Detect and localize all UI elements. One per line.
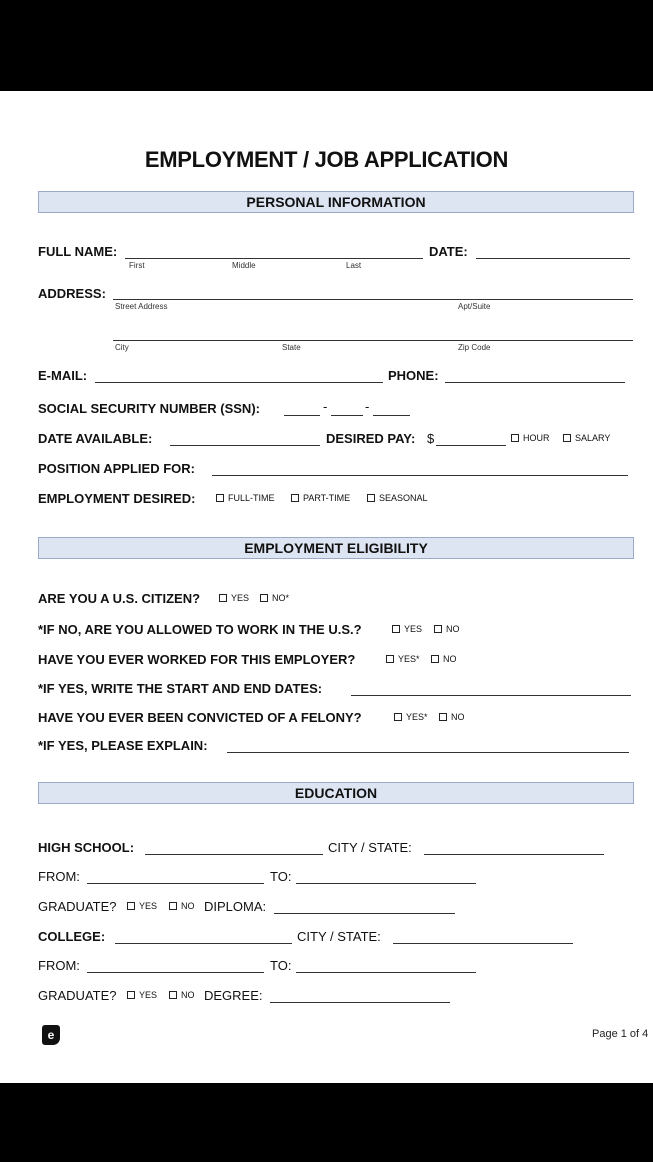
hs-graduate-label: GRADUATE? xyxy=(38,899,117,914)
checkbox-square xyxy=(216,494,224,502)
application-page xyxy=(0,91,653,1083)
no-text: NO xyxy=(181,901,195,911)
ssn-dash-2: - xyxy=(365,399,370,414)
ssn-label: SOCIAL SECURITY NUMBER (SSN): xyxy=(38,401,260,416)
college-from-label: FROM: xyxy=(38,958,80,973)
hour-checkbox[interactable] xyxy=(511,433,550,443)
desired-pay-label: DESIRED PAY: xyxy=(326,431,416,446)
checkbox-square xyxy=(394,713,402,721)
allowed-yes-checkbox[interactable] xyxy=(392,624,422,634)
degree-label: DEGREE: xyxy=(204,988,263,1003)
allowed-no-checkbox[interactable] xyxy=(434,624,460,634)
checkbox-square xyxy=(127,991,135,999)
zip-caption: Zip Code xyxy=(458,343,491,352)
position-field[interactable] xyxy=(212,475,628,476)
college-city-state-field[interactable] xyxy=(393,943,573,944)
salary-text: SALARY xyxy=(575,433,611,443)
worked-yes-checkbox[interactable] xyxy=(386,654,420,664)
checkbox-square xyxy=(439,713,447,721)
section-header-personal: PERSONAL INFORMATION xyxy=(38,191,634,213)
felony-no-checkbox[interactable] xyxy=(439,712,465,722)
college-graduate-yes-checkbox[interactable] xyxy=(127,990,157,1000)
worked-no-checkbox[interactable] xyxy=(431,654,457,664)
date-label: DATE: xyxy=(429,244,468,259)
page-number: Page 1 of 4 xyxy=(592,1028,649,1040)
yes-text: YES xyxy=(139,901,158,911)
diploma-label: DIPLOMA: xyxy=(204,899,267,914)
seasonal-checkbox[interactable] xyxy=(367,493,428,503)
no-text: NO* xyxy=(272,593,290,603)
checkbox-square xyxy=(431,655,439,663)
no-text: NO xyxy=(443,654,457,664)
full-name-field[interactable] xyxy=(125,258,423,259)
eforms-logo-icon: e xyxy=(42,1025,60,1045)
apt-caption: Apt/Suite xyxy=(458,302,491,311)
checkbox-square xyxy=(169,902,177,910)
hs-to-label: TO: xyxy=(270,869,292,884)
street-address-field[interactable] xyxy=(113,299,633,300)
checkbox-square xyxy=(392,625,400,633)
no-text: NO xyxy=(451,712,465,722)
college-field[interactable] xyxy=(115,943,292,944)
employment-desired-label: EMPLOYMENT DESIRED: xyxy=(38,491,196,506)
middle-caption: Middle xyxy=(232,261,256,270)
checkbox-square xyxy=(434,625,442,633)
desired-pay-field[interactable] xyxy=(436,445,506,446)
phone-field[interactable] xyxy=(445,382,625,383)
ssn-dash-1: - xyxy=(323,399,328,414)
state-caption: State xyxy=(282,343,301,352)
full-time-checkbox[interactable] xyxy=(216,493,275,503)
college-to-label: TO: xyxy=(270,958,292,973)
hs-from-label: FROM: xyxy=(38,869,80,884)
section-header-eligibility: EMPLOYMENT ELIGIBILITY xyxy=(38,537,634,559)
citizen-yes-checkbox[interactable] xyxy=(219,593,249,603)
dollar-sign: $ xyxy=(427,431,435,446)
full-name-label: FULL NAME: xyxy=(38,244,118,259)
street-caption: Street Address xyxy=(115,302,168,311)
explain-label: *IF YES, PLEASE EXPLAIN: xyxy=(38,738,208,753)
no-text: NO xyxy=(446,624,460,634)
checkbox-square xyxy=(127,902,135,910)
first-caption: First xyxy=(129,261,145,270)
checkbox-square xyxy=(219,594,227,602)
felony-question: HAVE YOU EVER BEEN CONVICTED OF A FELONY? xyxy=(38,710,362,725)
college-label: COLLEGE: xyxy=(38,929,106,944)
college-city-state-label: CITY / STATE: xyxy=(297,929,381,944)
city-caption: City xyxy=(115,343,129,352)
degree-field[interactable] xyxy=(270,1002,450,1003)
yes-text: YES xyxy=(404,624,423,634)
felony-yes-checkbox[interactable] xyxy=(394,712,428,722)
hs-city-state-field[interactable] xyxy=(424,854,604,855)
position-label: POSITION APPLIED FOR: xyxy=(38,461,195,476)
hs-from-field[interactable] xyxy=(87,883,264,884)
checkbox-square xyxy=(291,494,299,502)
section-header-education: EDUCATION xyxy=(38,782,634,804)
explain-field[interactable] xyxy=(227,752,629,753)
part-time-checkbox[interactable] xyxy=(291,493,350,503)
checkbox-square xyxy=(367,494,375,502)
salary-checkbox[interactable] xyxy=(563,433,610,443)
ssn-field-3[interactable] xyxy=(373,415,410,416)
college-from-field[interactable] xyxy=(87,972,264,973)
yes-text: YES* xyxy=(406,712,428,722)
date-available-label: DATE AVAILABLE: xyxy=(38,431,153,446)
diploma-field[interactable] xyxy=(274,913,455,914)
phone-label: PHONE: xyxy=(388,368,439,383)
yes-text: YES* xyxy=(398,654,420,664)
hs-city-state-label: CITY / STATE: xyxy=(328,840,412,855)
high-school-label: HIGH SCHOOL: xyxy=(38,840,135,855)
citizen-no-checkbox[interactable] xyxy=(260,593,289,603)
yes-text: YES xyxy=(231,593,250,603)
yes-text: YES xyxy=(139,990,158,1000)
hour-text: HOUR xyxy=(523,433,550,443)
hs-graduate-no-checkbox[interactable] xyxy=(169,901,195,911)
email-field[interactable] xyxy=(95,382,383,383)
hs-to-field[interactable] xyxy=(296,883,476,884)
checkbox-square xyxy=(386,655,394,663)
page-title: EMPLOYMENT / JOB APPLICATION xyxy=(144,147,509,172)
last-caption: Last xyxy=(346,261,362,270)
start-end-dates-field[interactable] xyxy=(351,695,631,696)
hs-graduate-yes-checkbox[interactable] xyxy=(127,901,157,911)
no-text: NO xyxy=(181,990,195,1000)
college-graduate-label: GRADUATE? xyxy=(38,988,117,1003)
high-school-field[interactable] xyxy=(145,854,323,855)
email-label: E-MAIL: xyxy=(38,368,88,383)
full-time-text: FULL-TIME xyxy=(228,493,275,503)
ssn-field-1[interactable] xyxy=(284,415,320,416)
part-time-text: PART-TIME xyxy=(303,493,351,503)
checkbox-square xyxy=(511,434,519,442)
date-field[interactable] xyxy=(476,258,630,259)
citizen-question: ARE YOU A U.S. CITIZEN? xyxy=(38,591,201,606)
college-to-field[interactable] xyxy=(296,972,476,973)
worked-before-question: HAVE YOU EVER WORKED FOR THIS EMPLOYER? xyxy=(38,652,356,667)
address-label: ADDRESS: xyxy=(38,286,106,301)
college-graduate-no-checkbox[interactable] xyxy=(169,990,195,1000)
start-end-dates-label: *IF YES, WRITE THE START AND END DATES: xyxy=(38,681,323,696)
date-available-field[interactable] xyxy=(170,445,320,446)
checkbox-square xyxy=(563,434,571,442)
checkbox-square xyxy=(260,594,268,602)
allowed-to-work-question: *IF NO, ARE YOU ALLOWED TO WORK IN THE U.S.? xyxy=(38,622,362,637)
seasonal-text: SEASONAL xyxy=(379,493,428,503)
checkbox-square xyxy=(169,991,177,999)
city-state-zip-field[interactable] xyxy=(113,340,633,341)
ssn-field-2[interactable] xyxy=(331,415,363,416)
